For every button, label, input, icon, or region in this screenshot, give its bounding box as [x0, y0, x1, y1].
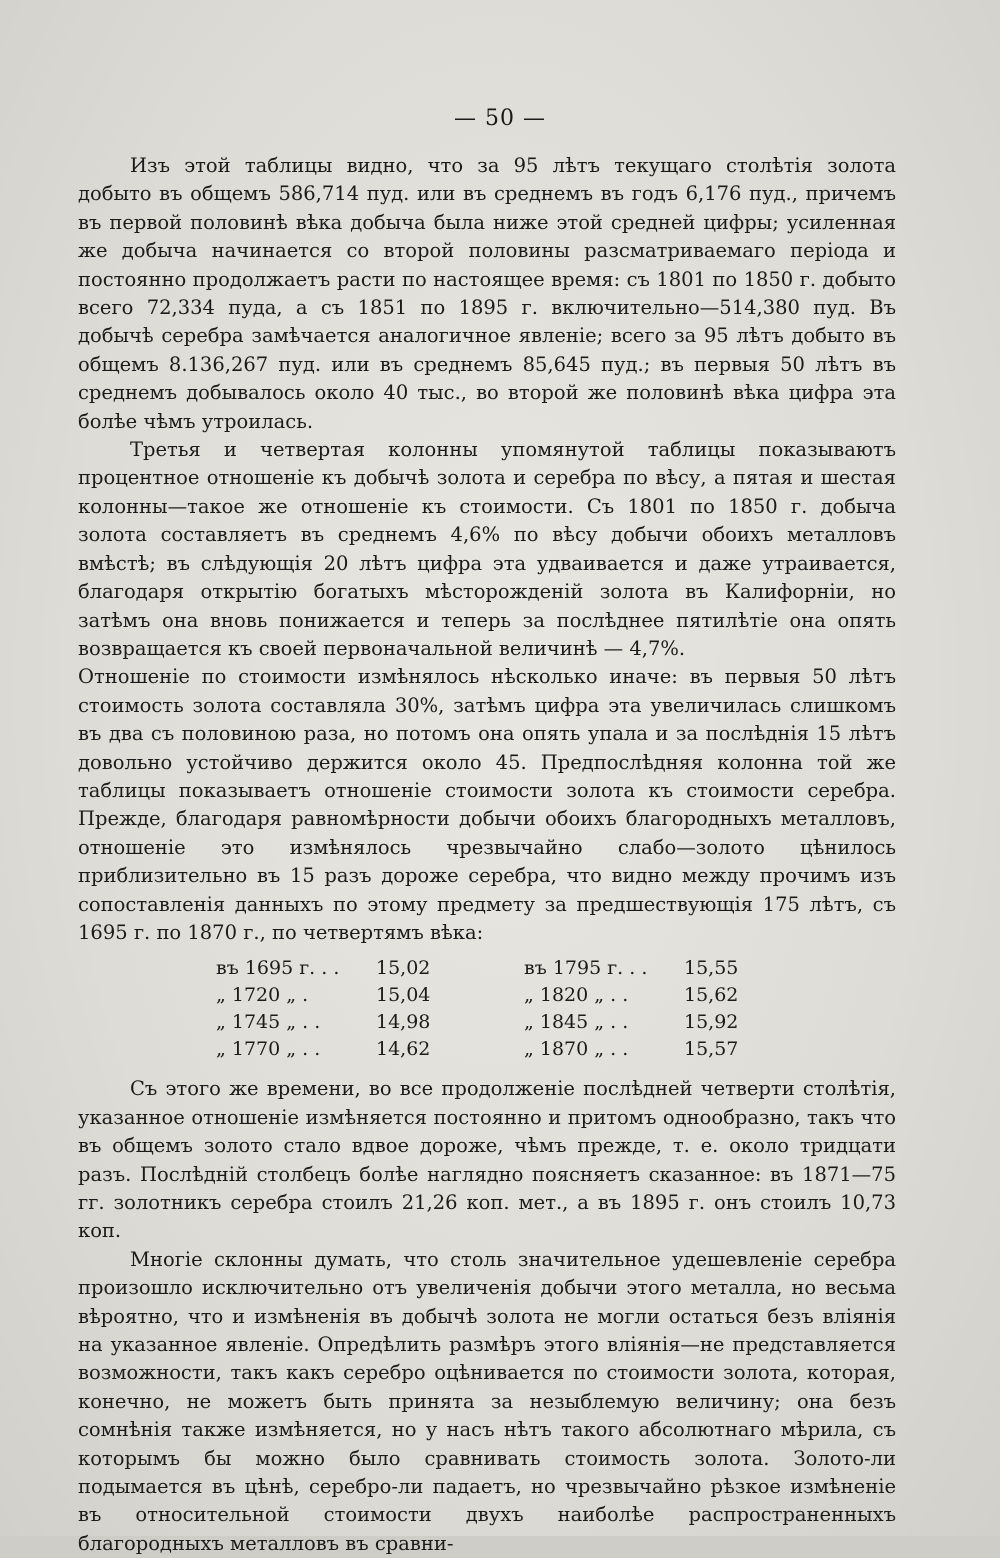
ratio-column-right: [524, 955, 832, 1063]
ratio-year: „ 1870 „ . .: [524, 1038, 629, 1061]
ratio-year: „ 1820 „ . .: [524, 984, 629, 1007]
ratio-row: [216, 1036, 524, 1063]
ratio-year: „ 1745 „ . .: [216, 1011, 321, 1034]
paragraph: Изъ этой таблицы видно, что за 95 лѣтъ текущаго столѣтія золота добыто въ общемъ 586,714 пуд. или въ среднемъ въ годъ 6,176 пуд., причемъ въ первой половинѣ вѣка добыча была ниже этой средней цифры; усиленная же добыча начинается со второй половины разсматриваемаго періода и постоянно продолжаетъ расти по настоящее время: съ 1801 по 1850 г. добыто всего 72,334 пуда, а съ 1851 по 1895 г. включительно—514,380 пуд. Въ добычѣ серебра замѣчается аналогичное явленіе; всего за 95 лѣтъ добыто въ общемъ 8.136,267 пуд. или въ среднемъ 85,645 пуд.; въ первыя 50 лѣтъ въ среднемъ добывалось около 40 тыс., во второй же половинѣ вѣка цифра эта болѣе чѣмъ утроилась.: [78, 154, 896, 433]
paragraph: Отношеніе по стоимости измѣнялось нѣсколько иначе: въ первыя 50 лѣтъ стоимость золота составляла 30%, затѣмъ цифра эта увеличилась слишкомъ въ два съ половиною раза, но потомъ она опять упала и за послѣднія 15 лѣтъ довольно устойчиво держится около 45. Предпослѣдняя колонна той же таблицы показываетъ отношеніе стоимости золота къ стоимости серебра. Прежде, благодаря равномѣрности добычи обоихъ благородныхъ металловъ, отношеніе это измѣнялось чрезвычайно слабо—золото цѣнилось приблизительно въ 15 разъ дороже серебра, что видно между прочимъ изъ сопоставленія данныхъ по этому предмету за предшествующія 175 лѣтъ, съ 1695 г. по 1870 г., по четвертямъ вѣка:: [78, 665, 896, 944]
ratio-row: [216, 1009, 524, 1036]
ratio-year: въ 1795 г. . .: [524, 957, 648, 980]
gold-silver-ratio-table: [216, 955, 896, 1063]
paragraph: Третья и четвертая колонны упомянутой таблицы показываютъ процентное отношеніе къ добычѣ золота и серебра по вѣсу, а пятая и шестая колонны—такое же отношеніе къ стоимости. Съ 1801 по 1850 г. добыча золота составляетъ въ среднемъ 4,6% по вѣсу добычи обоихъ металловъ вмѣстѣ; въ слѣдующія 20 лѣтъ цифра эта удваивается и даже утраивается, благодаря открытію богатыхъ мѣсторожденій золота въ Калифорніи, но затѣмъ она вновь понижается и теперь за послѣднее пятилѣтіе она опять возвращается къ своей первоначальной величинѣ — 4,7%.: [78, 438, 896, 660]
paragraph: Съ этого же времени, во все продолженіе послѣдней четверти столѣтія, указанное отношеніе измѣняется постоянно и притомъ однообразно, такъ что въ общемъ золото стало вдвое дороже, чѣмъ прежде, т. е. около тридцати разъ. Послѣдній столбецъ болѣе наглядно поясняетъ сказанное: въ 1871—75 гг. золотникъ серебра стоилъ 21,26 коп. мет., а въ 1895 г. онъ стоилъ 10,73 коп.: [78, 1077, 896, 1243]
ratio-value: 15,02: [376, 957, 431, 980]
ratio-row: [524, 982, 832, 1009]
ratio-row: [216, 955, 524, 982]
ratio-year: „ 1770 „ . .: [216, 1038, 321, 1061]
ratio-row: [524, 1009, 832, 1036]
ratio-value: 15,55: [684, 957, 739, 980]
ratio-year: „ 1845 „ . .: [524, 1011, 629, 1034]
ratio-year: „ 1720 „ .: [216, 984, 309, 1007]
page-number: — 50 —: [454, 106, 546, 131]
ratio-value: 15,92: [684, 1011, 739, 1034]
ratio-value: 15,04: [376, 984, 431, 1007]
ratio-value: 14,98: [376, 1011, 431, 1034]
ratio-value: 15,57: [684, 1038, 739, 1061]
paragraph: Многіе склонны думать, что столь значительное удешевленіе серебра произошло исключительно отъ увеличенія добычи этого металла, но весьма вѣроятно, что и измѣненія въ добычѣ золота не могли остаться безъ вліянія на указанное явленіе. Опредѣлить размѣръ этого вліянія—не представляется возможности, такъ какъ серебро оцѣнивается по стоимости золота, которая, конечно, не можетъ быть принята за незыблемую величину; она безъ сомнѣнія также измѣняется, но у насъ нѣтъ такого абсолютнаго мѣрила, съ которымъ бы можно было сравнивать стоимость золота. Золото-ли подымается въ цѣнѣ, серебро-ли падаетъ, но чрезвычайно рѣзкое измѣненіе въ относительной стоимости двухъ наиболѣе распространенныхъ благородныхъ металловъ въ сравни-: [78, 1247, 896, 1555]
ratio-row: [524, 955, 832, 982]
ratio-row: [524, 1036, 832, 1063]
ratio-value: 15,62: [684, 984, 739, 1007]
ratio-row: [216, 982, 524, 1009]
ratio-year: въ 1695 г. . .: [216, 957, 340, 980]
ratio-column-left: [216, 955, 524, 1063]
ratio-value: 14,62: [376, 1038, 431, 1061]
body-text: [78, 152, 896, 1558]
